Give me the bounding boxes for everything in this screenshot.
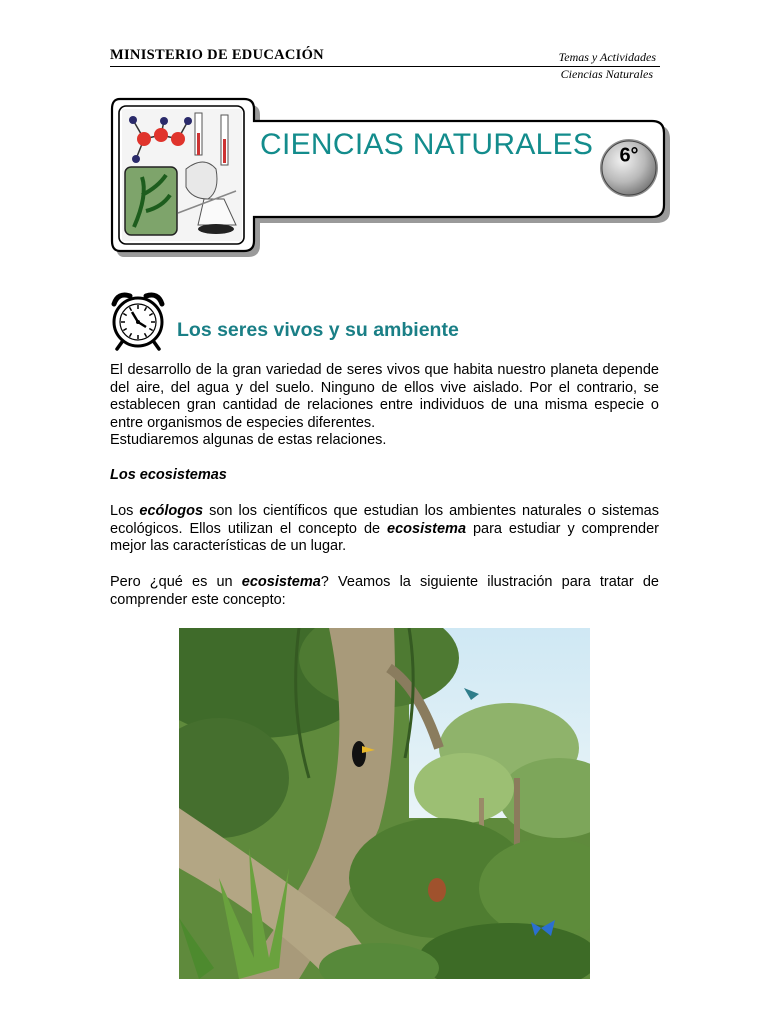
header-subject-line2: Ciencias Naturales	[560, 67, 653, 81]
text-segment: para estudiar y comprender mejor las características de un lugar.	[110, 520, 660, 554]
text-segment: ? Veamos la siguiente ilustración para tratar de comprender este concepto:	[110, 574, 659, 608]
banner-title: CIENCIAS NATURALES	[260, 128, 594, 161]
intro-text-line2: Estudiaremos algunas de estas relaciones.	[110, 432, 387, 448]
question-paragraph	[110, 574, 659, 609]
science-lab-icon	[122, 109, 242, 241]
intro-text: El desarrollo de la gran variedad de seres vivos que habita nuestro planeta depende del aire, del agua y del suelo. Ninguno de ellos vive aislado. Por el contrario, se establecen gran cantidad de relaciones entre individuos de una misma especie o entre organismos de especies diferentes.	[110, 362, 659, 431]
emphasis-ecosistema: ecosistema	[387, 520, 467, 537]
intro-paragraph	[110, 362, 659, 450]
ministry-header: MINISTERIO DE EDUCACIÓN	[110, 47, 324, 63]
emphasis-ecosistema: ecosistema	[241, 574, 321, 590]
header-subject-line1: Temas y Actividades	[558, 50, 656, 64]
ecologists-paragraph	[110, 503, 659, 556]
grade-badge: 6°	[619, 144, 639, 167]
section-title: Los seres vivos y su ambiente	[177, 319, 459, 341]
text-segment: Los	[110, 503, 140, 519]
alarm-clock-icon	[108, 290, 168, 352]
text-segment: Pero ¿qué es un	[110, 574, 242, 590]
rainforest-ecosystem-illustration	[179, 628, 590, 979]
text-segment: son los científicos que estudian los ambientes naturales o sistemas ecológicos. Ellos utilizan el concepto de	[110, 503, 659, 537]
banner-frame	[108, 95, 673, 260]
emphasis-ecologos: ecólogos	[139, 503, 204, 519]
ecosystems-subheading: Los ecosistemas	[110, 467, 227, 483]
